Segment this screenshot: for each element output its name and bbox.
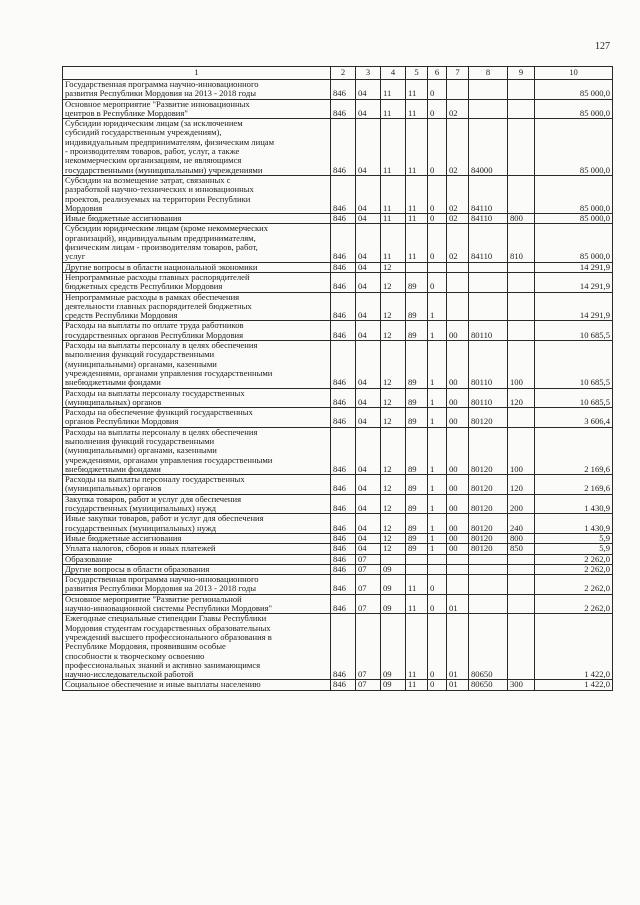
direction-cell: [469, 564, 508, 574]
subprogram-cell: 1: [428, 321, 447, 341]
subprogram-cell: 1: [428, 427, 447, 474]
table-header-row: [63, 67, 613, 80]
name-cell: Другие вопросы в области образования: [63, 564, 331, 574]
program-cell: 11: [406, 680, 428, 690]
col-header: 7: [447, 67, 469, 80]
event-cell: 00: [447, 533, 469, 543]
grbs-cell: 846: [331, 119, 356, 176]
grbs-cell: 846: [331, 408, 356, 428]
table-body: [63, 80, 613, 691]
direction-cell: 80120: [469, 494, 508, 514]
program-cell: 11: [406, 614, 428, 680]
expense-type-cell: [508, 614, 535, 680]
expense-type-cell: [508, 99, 535, 119]
subsection-cell: 12: [381, 272, 406, 292]
table-row: [63, 272, 613, 292]
direction-cell: [469, 272, 508, 292]
program-cell: 11: [406, 575, 428, 595]
table-row: [63, 321, 613, 341]
expense-type-cell: [508, 119, 535, 176]
expense-type-cell: 240: [508, 514, 535, 534]
direction-cell: 80650: [469, 680, 508, 690]
table-row: [63, 388, 613, 408]
subsection-cell: 12: [381, 321, 406, 341]
table-row: [63, 119, 613, 176]
event-cell: 00: [447, 427, 469, 474]
subprogram-cell: 1: [428, 388, 447, 408]
subprogram-cell: 0: [428, 99, 447, 119]
event-cell: 00: [447, 544, 469, 554]
direction-cell: 80110: [469, 388, 508, 408]
direction-cell: 80120: [469, 427, 508, 474]
program-cell: 89: [406, 272, 428, 292]
event-cell: 02: [447, 99, 469, 119]
amount-cell: 1 430,9: [535, 494, 613, 514]
program-cell: 11: [406, 80, 428, 100]
name-cell: Закупка товаров, работ и услуг для обеспечения государственных (муниципальных) нужд: [63, 494, 331, 514]
subprogram-cell: 0: [428, 175, 447, 213]
budget-table: [62, 66, 613, 691]
event-cell: 02: [447, 214, 469, 224]
event-cell: 00: [447, 408, 469, 428]
expense-type-cell: 120: [508, 388, 535, 408]
table-row: [63, 575, 613, 595]
event-cell: [447, 564, 469, 574]
program-cell: 89: [406, 475, 428, 495]
direction-cell: 80120: [469, 514, 508, 534]
direction-cell: 84110: [469, 224, 508, 262]
section-cell: 04: [356, 494, 381, 514]
name-cell: Расходы на выплаты персоналу государственных (муниципальных) органов: [63, 475, 331, 495]
section-cell: 04: [356, 262, 381, 272]
subsection-cell: 12: [381, 544, 406, 554]
amount-cell: 85 000,0: [535, 80, 613, 100]
grbs-cell: 846: [331, 475, 356, 495]
grbs-cell: 846: [331, 175, 356, 213]
event-cell: 01: [447, 594, 469, 614]
section-cell: 04: [356, 224, 381, 262]
subprogram-cell: 0: [428, 594, 447, 614]
grbs-cell: 846: [331, 321, 356, 341]
program-cell: 89: [406, 544, 428, 554]
section-cell: 04: [356, 514, 381, 534]
section-cell: 04: [356, 292, 381, 321]
amount-cell: 85 000,0: [535, 175, 613, 213]
table-row: [63, 262, 613, 272]
expense-type-cell: [508, 262, 535, 272]
subprogram-cell: 1: [428, 514, 447, 534]
grbs-cell: 846: [331, 554, 356, 564]
event-cell: [447, 80, 469, 100]
expense-type-cell: [508, 272, 535, 292]
program-cell: [406, 262, 428, 272]
expense-type-cell: 810: [508, 224, 535, 262]
col-header: 2: [331, 67, 356, 80]
name-cell: Субсидии юридическим лицам (за исключением субсидий государственным учреждениям), индивидуальным предпринимателям, физическим лицам - производителям товаров, работ, услуг, а также некоммерческим организациям, не являющимся государственными (муниципальными) учреждениями: [63, 119, 331, 176]
table-row: [63, 408, 613, 428]
section-cell: 04: [356, 321, 381, 341]
amount-cell: 2 169,6: [535, 427, 613, 474]
section-cell: 04: [356, 175, 381, 213]
grbs-cell: 846: [331, 514, 356, 534]
direction-cell: [469, 292, 508, 321]
grbs-cell: 846: [331, 544, 356, 554]
name-cell: Основное мероприятие "Развитие региональной научно-инновационной системы Республики Мордовия": [63, 594, 331, 614]
event-cell: 00: [447, 475, 469, 495]
expense-type-cell: [508, 175, 535, 213]
subsection-cell: 12: [381, 292, 406, 321]
section-cell: 07: [356, 614, 381, 680]
program-cell: [406, 554, 428, 564]
subprogram-cell: 0: [428, 214, 447, 224]
event-cell: 01: [447, 680, 469, 690]
program-cell: 89: [406, 408, 428, 428]
subsection-cell: [381, 554, 406, 564]
page-number: 127: [595, 41, 610, 52]
section-cell: 04: [356, 544, 381, 554]
subprogram-cell: 0: [428, 575, 447, 595]
amount-cell: 2 262,0: [535, 554, 613, 564]
event-cell: [447, 272, 469, 292]
subprogram-cell: 1: [428, 292, 447, 321]
subprogram-cell: 0: [428, 614, 447, 680]
program-cell: 11: [406, 119, 428, 176]
subsection-cell: 11: [381, 175, 406, 213]
name-cell: Расходы на выплаты персоналу государственных (муниципальных) органов: [63, 388, 331, 408]
grbs-cell: 846: [331, 533, 356, 543]
table-row: [63, 514, 613, 534]
col-header: 6: [428, 67, 447, 80]
name-cell: Субсидии юридическим лицам (кроме некоммерческих организаций), индивидуальным предпринимателям, физическим лицам - производителям товаров, работ, услуг: [63, 224, 331, 262]
amount-cell: 10 685,5: [535, 321, 613, 341]
expense-type-cell: [508, 564, 535, 574]
subsection-cell: 12: [381, 262, 406, 272]
event-cell: [447, 292, 469, 321]
table-row: [63, 544, 613, 554]
program-cell: 89: [406, 388, 428, 408]
grbs-cell: 846: [331, 214, 356, 224]
table-row: [63, 427, 613, 474]
amount-cell: 2 262,0: [535, 594, 613, 614]
grbs-cell: 846: [331, 427, 356, 474]
name-cell: Непрограммные расходы главных распорядителей бюджетных средств Республики Мордовия: [63, 272, 331, 292]
amount-cell: 85 000,0: [535, 99, 613, 119]
event-cell: [447, 554, 469, 564]
subprogram-cell: 1: [428, 544, 447, 554]
name-cell: Государственная программа научно-инновационного развития Республики Мордовия на 2013 - 2018 годы: [63, 80, 331, 100]
event-cell: 00: [447, 388, 469, 408]
grbs-cell: 846: [331, 575, 356, 595]
name-cell: Непрограммные расходы в рамках обеспечения деятельности главных распорядителей бюджетных средств Республики Мордовия: [63, 292, 331, 321]
name-cell: Расходы на выплаты по оплате труда работников государственных органов Республики Мордовия: [63, 321, 331, 341]
name-cell: Основное мероприятие "Развитие инновационных центров в Республике Мордовия": [63, 99, 331, 119]
direction-cell: [469, 594, 508, 614]
expense-type-cell: [508, 554, 535, 564]
section-cell: 04: [356, 427, 381, 474]
subprogram-cell: 1: [428, 475, 447, 495]
expense-type-cell: 120: [508, 475, 535, 495]
grbs-cell: 846: [331, 341, 356, 388]
event-cell: 02: [447, 224, 469, 262]
subsection-cell: 12: [381, 494, 406, 514]
event-cell: 00: [447, 494, 469, 514]
subprogram-cell: 0: [428, 680, 447, 690]
grbs-cell: 846: [331, 262, 356, 272]
name-cell: Расходы на выплаты персоналу в целях обеспечения выполнения функций государственными (муниципальными) органами, казенными учреждениями, органами управления государственными внебюджетными фондами: [63, 341, 331, 388]
section-cell: 07: [356, 564, 381, 574]
table-row: [63, 494, 613, 514]
grbs-cell: 846: [331, 80, 356, 100]
table-row: [63, 614, 613, 680]
table-row: [63, 475, 613, 495]
expense-type-cell: 100: [508, 341, 535, 388]
expense-type-cell: [508, 80, 535, 100]
expense-type-cell: 100: [508, 427, 535, 474]
grbs-cell: 846: [331, 680, 356, 690]
event-cell: 00: [447, 341, 469, 388]
grbs-cell: 846: [331, 494, 356, 514]
subsection-cell: 12: [381, 475, 406, 495]
expense-type-cell: [508, 321, 535, 341]
expense-type-cell: [508, 292, 535, 321]
subprogram-cell: 1: [428, 533, 447, 543]
program-cell: 11: [406, 594, 428, 614]
section-cell: 04: [356, 80, 381, 100]
subsection-cell: 12: [381, 533, 406, 543]
grbs-cell: 846: [331, 614, 356, 680]
table-row: [63, 99, 613, 119]
direction-cell: 80110: [469, 321, 508, 341]
col-header: 9: [508, 67, 535, 80]
subsection-cell: 12: [381, 408, 406, 428]
program-cell: 89: [406, 514, 428, 534]
col-header: 10: [535, 67, 613, 80]
name-cell: Образование: [63, 554, 331, 564]
name-cell: Субсидии на возмещение затрат, связанных с разработкой научно-технических и инновационных проектов, реализуемых на территории Республики Мордовия: [63, 175, 331, 213]
subprogram-cell: 0: [428, 224, 447, 262]
amount-cell: 10 685,5: [535, 388, 613, 408]
subprogram-cell: 1: [428, 494, 447, 514]
subsection-cell: 11: [381, 224, 406, 262]
section-cell: 07: [356, 594, 381, 614]
table-row: [63, 533, 613, 543]
direction-cell: 80120: [469, 544, 508, 554]
table-row: [63, 175, 613, 213]
subsection-cell: 11: [381, 214, 406, 224]
event-cell: 02: [447, 119, 469, 176]
name-cell: Государственная программа научно-инновационного развития Республики Мордовия на 2013 - 2018 годы: [63, 575, 331, 595]
expense-type-cell: [508, 575, 535, 595]
amount-cell: 14 291,9: [535, 272, 613, 292]
amount-cell: 5,9: [535, 533, 613, 543]
subprogram-cell: [428, 262, 447, 272]
expense-type-cell: 800: [508, 533, 535, 543]
name-cell: Иные бюджетные ассигнования: [63, 214, 331, 224]
subsection-cell: 12: [381, 427, 406, 474]
direction-cell: 80120: [469, 533, 508, 543]
subsection-cell: 09: [381, 575, 406, 595]
section-cell: 07: [356, 680, 381, 690]
section-cell: 07: [356, 554, 381, 564]
name-cell: Социальное обеспечение и иные выплаты населению: [63, 680, 331, 690]
direction-cell: [469, 80, 508, 100]
grbs-cell: 846: [331, 99, 356, 119]
expense-type-cell: [508, 594, 535, 614]
section-cell: 04: [356, 475, 381, 495]
section-cell: 04: [356, 272, 381, 292]
col-header: 4: [381, 67, 406, 80]
subsection-cell: 12: [381, 341, 406, 388]
direction-cell: 84110: [469, 175, 508, 213]
col-header: 3: [356, 67, 381, 80]
event-cell: 00: [447, 514, 469, 534]
col-header: 5: [406, 67, 428, 80]
amount-cell: 2 262,0: [535, 564, 613, 574]
grbs-cell: 846: [331, 564, 356, 574]
table-row: [63, 564, 613, 574]
program-cell: 11: [406, 214, 428, 224]
section-cell: 04: [356, 341, 381, 388]
expense-type-cell: [508, 408, 535, 428]
event-cell: [447, 575, 469, 595]
name-cell: Расходы на обеспечение функций государственных органов Республики Мордовия: [63, 408, 331, 428]
event-cell: 02: [447, 175, 469, 213]
program-cell: 89: [406, 321, 428, 341]
amount-cell: 1 422,0: [535, 614, 613, 680]
name-cell: Другие вопросы в области национальной экономики: [63, 262, 331, 272]
grbs-cell: 846: [331, 292, 356, 321]
amount-cell: 2 169,6: [535, 475, 613, 495]
subprogram-cell: [428, 554, 447, 564]
amount-cell: 85 000,0: [535, 119, 613, 176]
section-cell: 04: [356, 99, 381, 119]
subsection-cell: 11: [381, 119, 406, 176]
amount-cell: 1 422,0: [535, 680, 613, 690]
program-cell: 89: [406, 292, 428, 321]
expense-type-cell: 200: [508, 494, 535, 514]
section-cell: 04: [356, 408, 381, 428]
subprogram-cell: 0: [428, 119, 447, 176]
direction-cell: 84000: [469, 119, 508, 176]
direction-cell: 84110: [469, 214, 508, 224]
grbs-cell: 846: [331, 272, 356, 292]
section-cell: 04: [356, 388, 381, 408]
amount-cell: 2 262,0: [535, 575, 613, 595]
section-cell: 04: [356, 119, 381, 176]
name-cell: Иные закупки товаров, работ и услуг для обеспечения государственных (муниципальных) нужд: [63, 514, 331, 534]
amount-cell: 3 606,4: [535, 408, 613, 428]
col-header: 1: [63, 67, 331, 80]
amount-cell: 10 685,5: [535, 341, 613, 388]
expense-type-cell: 850: [508, 544, 535, 554]
direction-cell: [469, 99, 508, 119]
subprogram-cell: 0: [428, 80, 447, 100]
amount-cell: 5,9: [535, 544, 613, 554]
name-cell: Ежегодные специальные стипендии Главы Республики Мордовия студентам государственных образовательных учреждений высшего профессионального образования в Республике Мордовия, проявившим особые способности к творческому освоению профессиональных знаний и активно занимающимся научно-исследовательской работой: [63, 614, 331, 680]
amount-cell: 85 000,0: [535, 224, 613, 262]
subsection-cell: 11: [381, 99, 406, 119]
subsection-cell: 09: [381, 614, 406, 680]
table-row: [63, 680, 613, 690]
program-cell: 89: [406, 341, 428, 388]
section-cell: 04: [356, 533, 381, 543]
subsection-cell: 12: [381, 388, 406, 408]
direction-cell: 80120: [469, 408, 508, 428]
table-row: [63, 341, 613, 388]
name-cell: Расходы на выплаты персоналу в целях обеспечения выполнения функций государственными (муниципальными) органами, казенными учреждениями, органами управления государственными внебюджетными фондами: [63, 427, 331, 474]
subprogram-cell: 1: [428, 341, 447, 388]
program-cell: 11: [406, 99, 428, 119]
program-cell: 89: [406, 494, 428, 514]
program-cell: 89: [406, 427, 428, 474]
subprogram-cell: 1: [428, 408, 447, 428]
subprogram-cell: [428, 564, 447, 574]
subprogram-cell: 0: [428, 272, 447, 292]
program-cell: 11: [406, 175, 428, 213]
subsection-cell: 11: [381, 80, 406, 100]
name-cell: Иные бюджетные ассигнования: [63, 533, 331, 543]
direction-cell: [469, 575, 508, 595]
direction-cell: 80110: [469, 341, 508, 388]
event-cell: 01: [447, 614, 469, 680]
name-cell: Уплата налогов, сборов и иных платежей: [63, 544, 331, 554]
grbs-cell: 846: [331, 388, 356, 408]
subsection-cell: 12: [381, 514, 406, 534]
table-row: [63, 594, 613, 614]
col-header: 8: [469, 67, 508, 80]
table-row: [63, 292, 613, 321]
amount-cell: 85 000,0: [535, 214, 613, 224]
direction-cell: 80650: [469, 614, 508, 680]
table-row: [63, 224, 613, 262]
amount-cell: 14 291,9: [535, 292, 613, 321]
expense-type-cell: 300: [508, 680, 535, 690]
event-cell: 00: [447, 321, 469, 341]
subsection-cell: 09: [381, 680, 406, 690]
grbs-cell: 846: [331, 594, 356, 614]
table-row: [63, 214, 613, 224]
table-row: [63, 80, 613, 100]
subsection-cell: 09: [381, 594, 406, 614]
direction-cell: 80120: [469, 475, 508, 495]
program-cell: [406, 564, 428, 574]
program-cell: 11: [406, 224, 428, 262]
subsection-cell: 09: [381, 564, 406, 574]
expense-type-cell: 800: [508, 214, 535, 224]
program-cell: 89: [406, 533, 428, 543]
section-cell: 04: [356, 214, 381, 224]
table-row: [63, 554, 613, 564]
amount-cell: 1 430,9: [535, 514, 613, 534]
direction-cell: [469, 554, 508, 564]
event-cell: [447, 262, 469, 272]
amount-cell: 14 291,9: [535, 262, 613, 272]
grbs-cell: 846: [331, 224, 356, 262]
direction-cell: [469, 262, 508, 272]
section-cell: 07: [356, 575, 381, 595]
